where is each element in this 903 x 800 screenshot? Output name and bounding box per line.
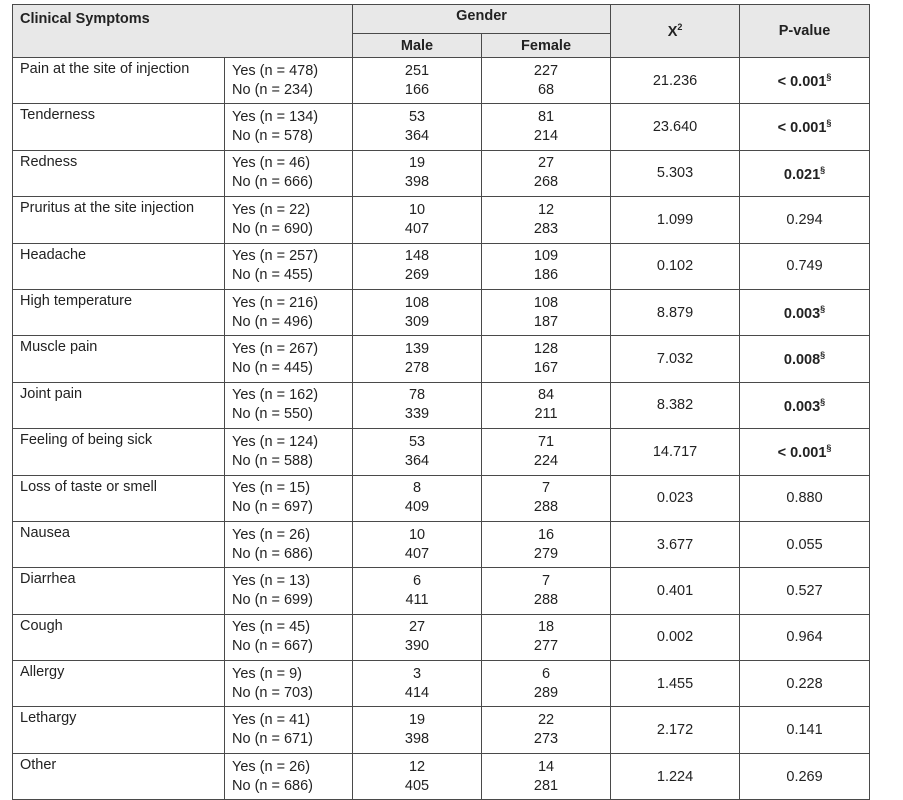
symptom-name: Headache xyxy=(13,243,225,289)
male-values xyxy=(353,521,482,567)
male-yes-value: 108 xyxy=(404,294,430,311)
p-value-cell xyxy=(740,707,870,753)
p-value-cell xyxy=(740,614,870,660)
yes-count: Yes (n = 216) xyxy=(232,294,319,311)
female-yes-value: 109 xyxy=(533,248,559,265)
no-count: No (n = 496) xyxy=(232,313,314,330)
table-row xyxy=(13,382,870,428)
female-values xyxy=(482,429,611,475)
p-value: 0.880 xyxy=(786,490,823,507)
male-no-value: 278 xyxy=(404,360,430,377)
chi-square-value: 23.640 xyxy=(611,104,740,150)
chi-square-value: 5.303 xyxy=(611,150,740,196)
clinical-symptoms-table xyxy=(12,4,870,800)
male-no-value: 390 xyxy=(404,638,430,655)
female-yes-value: 128 xyxy=(533,341,559,358)
p-value-cell xyxy=(740,382,870,428)
table-row xyxy=(13,475,870,521)
p-value: 0.003 xyxy=(783,398,821,415)
p-value-cell xyxy=(740,568,870,614)
female-values xyxy=(482,104,611,150)
female-values xyxy=(482,521,611,567)
p-value-cell xyxy=(740,753,870,799)
significance-mark: § xyxy=(826,71,832,82)
male-values xyxy=(353,150,482,196)
symptom-name: Other xyxy=(13,753,225,799)
table-row xyxy=(13,289,870,335)
female-yes-value: 18 xyxy=(537,619,555,636)
female-no-value: 273 xyxy=(533,731,559,748)
table-row xyxy=(13,243,870,289)
p-value: < 0.001 xyxy=(777,120,827,136)
yes-count: Yes (n = 13) xyxy=(232,572,311,589)
female-no-value: 211 xyxy=(534,406,558,423)
male-no-value: 309 xyxy=(404,313,430,330)
male-yes-value: 8 xyxy=(412,480,422,497)
table-row xyxy=(13,521,870,567)
female-no-value: 268 xyxy=(533,174,559,191)
table-row xyxy=(13,104,870,150)
response-counts xyxy=(225,707,353,753)
response-counts xyxy=(225,614,353,660)
chi-square-value: 2.172 xyxy=(611,707,740,753)
male-yes-value: 12 xyxy=(408,758,426,775)
chi-square-value: 1.455 xyxy=(611,661,740,707)
response-counts xyxy=(225,104,353,150)
significance-mark: § xyxy=(826,118,832,129)
chi-square-value: 0.002 xyxy=(611,614,740,660)
male-no-value: 339 xyxy=(404,406,430,423)
p-value-cell xyxy=(740,150,870,196)
male-yes-value: 53 xyxy=(408,109,426,126)
table-row xyxy=(13,753,870,799)
female-values xyxy=(482,58,611,104)
female-values xyxy=(482,753,611,799)
male-values xyxy=(353,382,482,428)
male-yes-value: 6 xyxy=(412,572,422,589)
male-no-value: 398 xyxy=(404,731,430,748)
female-values xyxy=(482,289,611,335)
yes-count: Yes (n = 478) xyxy=(232,62,319,79)
no-count: No (n = 578) xyxy=(232,128,314,145)
male-no-value: 409 xyxy=(404,499,430,516)
yes-count: Yes (n = 46) xyxy=(232,155,311,172)
yes-count: Yes (n = 22) xyxy=(232,201,311,218)
no-count: No (n = 699) xyxy=(232,591,314,608)
no-count: No (n = 667) xyxy=(232,638,314,655)
symptom-name: Redness xyxy=(13,150,225,196)
male-values xyxy=(353,475,482,521)
female-yes-value: 27 xyxy=(537,155,555,172)
chi-square-value: 8.382 xyxy=(611,382,740,428)
p-value: 0.003 xyxy=(783,305,821,322)
no-count: No (n = 686) xyxy=(232,545,314,562)
no-count: No (n = 671) xyxy=(232,731,314,748)
yes-count: Yes (n = 41) xyxy=(232,712,311,729)
female-no-value: 167 xyxy=(533,360,559,377)
table-row xyxy=(13,614,870,660)
chi-square-value: 0.102 xyxy=(611,243,740,289)
no-count: No (n = 666) xyxy=(232,174,314,191)
chi-square-value: 7.032 xyxy=(611,336,740,382)
no-count: No (n = 445) xyxy=(232,360,314,377)
yes-count: Yes (n = 9) xyxy=(232,665,302,682)
p-value-cell xyxy=(740,104,870,150)
female-no-value: 224 xyxy=(533,452,559,469)
male-values xyxy=(353,197,482,243)
p-value: 0.964 xyxy=(786,629,823,646)
chi-square-value: 0.401 xyxy=(611,568,740,614)
female-yes-value: 84 xyxy=(537,387,555,404)
response-counts xyxy=(225,429,353,475)
female-values xyxy=(482,568,611,614)
male-yes-value: 3 xyxy=(412,665,422,682)
table-row xyxy=(13,58,870,104)
male-no-value: 398 xyxy=(404,174,430,191)
male-values xyxy=(353,58,482,104)
chi-square-value: 3.677 xyxy=(611,521,740,567)
chi-square-value: 8.879 xyxy=(611,289,740,335)
male-no-value: 364 xyxy=(404,452,430,469)
table-row xyxy=(13,429,870,475)
yes-count: Yes (n = 134) xyxy=(232,109,319,126)
significance-mark: § xyxy=(820,164,826,175)
symptom-name: Tenderness xyxy=(13,104,225,150)
female-yes-value: 7 xyxy=(541,572,551,589)
response-counts xyxy=(225,197,353,243)
symptom-name: Muscle pain xyxy=(13,336,225,382)
no-count: No (n = 455) xyxy=(232,267,314,284)
p-value-cell xyxy=(740,661,870,707)
table-row xyxy=(13,661,870,707)
p-value-cell xyxy=(740,475,870,521)
yes-count: Yes (n = 257) xyxy=(232,248,319,265)
p-value: < 0.001 xyxy=(777,444,827,461)
significance-mark: § xyxy=(826,442,832,453)
male-values xyxy=(353,289,482,335)
male-values xyxy=(353,429,482,475)
yes-count: Yes (n = 15) xyxy=(232,480,311,497)
female-yes-value: 108 xyxy=(533,294,559,311)
no-count: No (n = 588) xyxy=(232,452,314,469)
male-yes-value: 148 xyxy=(404,248,430,265)
male-values xyxy=(353,243,482,289)
male-yes-value: 251 xyxy=(404,62,430,79)
table-row xyxy=(13,707,870,753)
female-no-value: 288 xyxy=(533,499,559,516)
yes-count: Yes (n = 267) xyxy=(232,341,319,358)
p-value: 0.021 xyxy=(783,166,821,183)
male-yes-value: 10 xyxy=(408,201,426,218)
p-value-cell xyxy=(740,521,870,567)
response-counts xyxy=(225,58,353,104)
table-row xyxy=(13,336,870,382)
chi-square-value: 0.023 xyxy=(611,475,740,521)
female-no-value: 68 xyxy=(537,81,555,98)
male-values xyxy=(353,336,482,382)
symptom-name: Allergy xyxy=(13,661,225,707)
symptom-name: Loss of taste or smell xyxy=(13,475,225,521)
female-yes-value: 16 xyxy=(537,526,555,543)
female-yes-value: 227 xyxy=(533,62,559,79)
header-clinical-symptoms: Clinical Symptoms xyxy=(13,5,353,58)
yes-count: Yes (n = 26) xyxy=(232,758,311,775)
chi-square-superscript: 2 xyxy=(677,22,683,33)
female-yes-value: 22 xyxy=(537,712,555,729)
female-values xyxy=(482,382,611,428)
male-no-value: 407 xyxy=(404,545,430,562)
p-value: < 0.001 xyxy=(777,73,827,90)
symptom-name: Feeling of being sick xyxy=(13,429,225,475)
table-row xyxy=(13,568,870,614)
response-counts xyxy=(225,568,353,614)
female-yes-value: 14 xyxy=(537,758,555,775)
yes-count: Yes (n = 124) xyxy=(232,433,319,450)
chi-square-base: X xyxy=(667,23,678,40)
p-value: 0.749 xyxy=(786,258,823,275)
chi-square-value: 21.236 xyxy=(611,58,740,104)
p-value: 0.008 xyxy=(783,351,821,368)
p-value-cell xyxy=(740,197,870,243)
symptom-name: Pruritus at the site injection xyxy=(13,197,225,243)
female-yes-value: 71 xyxy=(537,433,555,450)
symptom-name: Lethargy xyxy=(13,707,225,753)
p-value: 0.294 xyxy=(786,211,823,228)
table-body xyxy=(13,58,870,800)
p-value-cell xyxy=(740,336,870,382)
p-value: 0.527 xyxy=(786,582,823,599)
male-no-value: 411 xyxy=(405,591,429,608)
male-yes-value: 78 xyxy=(408,387,426,404)
no-count: No (n = 550) xyxy=(232,406,314,423)
p-value: 0.055 xyxy=(786,536,823,553)
no-count: No (n = 686) xyxy=(232,777,314,794)
male-no-value: 166 xyxy=(404,81,430,98)
response-counts xyxy=(225,289,353,335)
response-counts xyxy=(225,243,353,289)
male-no-value: 405 xyxy=(404,777,430,794)
no-count: No (n = 690) xyxy=(232,220,314,237)
female-values xyxy=(482,475,611,521)
yes-count: Yes (n = 26) xyxy=(232,526,311,543)
symptom-name: High temperature xyxy=(13,289,225,335)
header-female: Female xyxy=(482,34,611,58)
female-yes-value: 81 xyxy=(537,109,555,126)
significance-mark: § xyxy=(820,303,826,314)
p-value-cell xyxy=(740,429,870,475)
p-value: 0.141 xyxy=(786,722,823,739)
symptom-name: Nausea xyxy=(13,521,225,567)
female-values xyxy=(482,614,611,660)
female-no-value: 277 xyxy=(533,638,559,655)
female-values xyxy=(482,336,611,382)
header-p-value: P-value xyxy=(740,5,870,58)
table-row xyxy=(13,197,870,243)
male-yes-value: 19 xyxy=(408,155,426,172)
symptom-name: Cough xyxy=(13,614,225,660)
yes-count: Yes (n = 162) xyxy=(232,387,319,404)
male-values xyxy=(353,104,482,150)
p-value-cell xyxy=(740,243,870,289)
female-no-value: 186 xyxy=(533,267,559,284)
p-value: 0.228 xyxy=(786,675,823,692)
table-header xyxy=(13,5,870,58)
female-no-value: 288 xyxy=(533,591,559,608)
response-counts xyxy=(225,336,353,382)
response-counts xyxy=(225,382,353,428)
chi-square-value: 14.717 xyxy=(611,429,740,475)
p-value-cell xyxy=(740,289,870,335)
response-counts xyxy=(225,753,353,799)
male-yes-value: 139 xyxy=(404,341,430,358)
female-yes-value: 12 xyxy=(537,201,555,218)
female-no-value: 214 xyxy=(533,128,559,145)
male-yes-value: 27 xyxy=(408,619,426,636)
male-yes-value: 19 xyxy=(408,712,426,729)
no-count: No (n = 234) xyxy=(232,81,314,98)
male-values xyxy=(353,614,482,660)
female-no-value: 289 xyxy=(533,684,559,701)
male-values xyxy=(353,707,482,753)
male-values xyxy=(353,661,482,707)
header-chi-square xyxy=(611,5,740,58)
no-count: No (n = 703) xyxy=(232,684,314,701)
p-value: 0.269 xyxy=(786,768,823,785)
header-gender: Gender xyxy=(353,5,611,34)
symptom-name: Diarrhea xyxy=(13,568,225,614)
female-values xyxy=(482,197,611,243)
response-counts xyxy=(225,475,353,521)
significance-mark: § xyxy=(820,350,826,361)
female-values xyxy=(482,707,611,753)
female-no-value: 281 xyxy=(533,777,559,794)
female-no-value: 187 xyxy=(533,313,559,330)
male-yes-value: 53 xyxy=(408,433,426,450)
male-values xyxy=(353,568,482,614)
response-counts xyxy=(225,521,353,567)
table-row xyxy=(13,150,870,196)
female-no-value: 283 xyxy=(533,220,559,237)
response-counts xyxy=(225,150,353,196)
female-yes-value: 7 xyxy=(541,480,551,497)
symptom-name: Pain at the site of injection xyxy=(13,58,225,104)
male-no-value: 414 xyxy=(404,684,430,701)
male-no-value: 364 xyxy=(404,128,430,145)
no-count: No (n = 697) xyxy=(232,499,314,516)
female-values xyxy=(482,150,611,196)
significance-mark: § xyxy=(820,396,826,407)
female-yes-value: 6 xyxy=(541,665,551,682)
header-male: Male xyxy=(353,34,482,58)
male-no-value: 269 xyxy=(404,267,430,284)
female-no-value: 279 xyxy=(533,545,559,562)
symptom-name: Joint pain xyxy=(13,382,225,428)
male-no-value: 407 xyxy=(404,220,430,237)
female-values xyxy=(482,661,611,707)
male-values xyxy=(353,753,482,799)
response-counts xyxy=(225,661,353,707)
chi-square-value: 1.224 xyxy=(611,753,740,799)
female-values xyxy=(482,243,611,289)
p-value-cell xyxy=(740,58,870,104)
chi-square-value: 1.099 xyxy=(611,197,740,243)
yes-count: Yes (n = 45) xyxy=(232,619,311,636)
male-yes-value: 10 xyxy=(408,526,426,543)
